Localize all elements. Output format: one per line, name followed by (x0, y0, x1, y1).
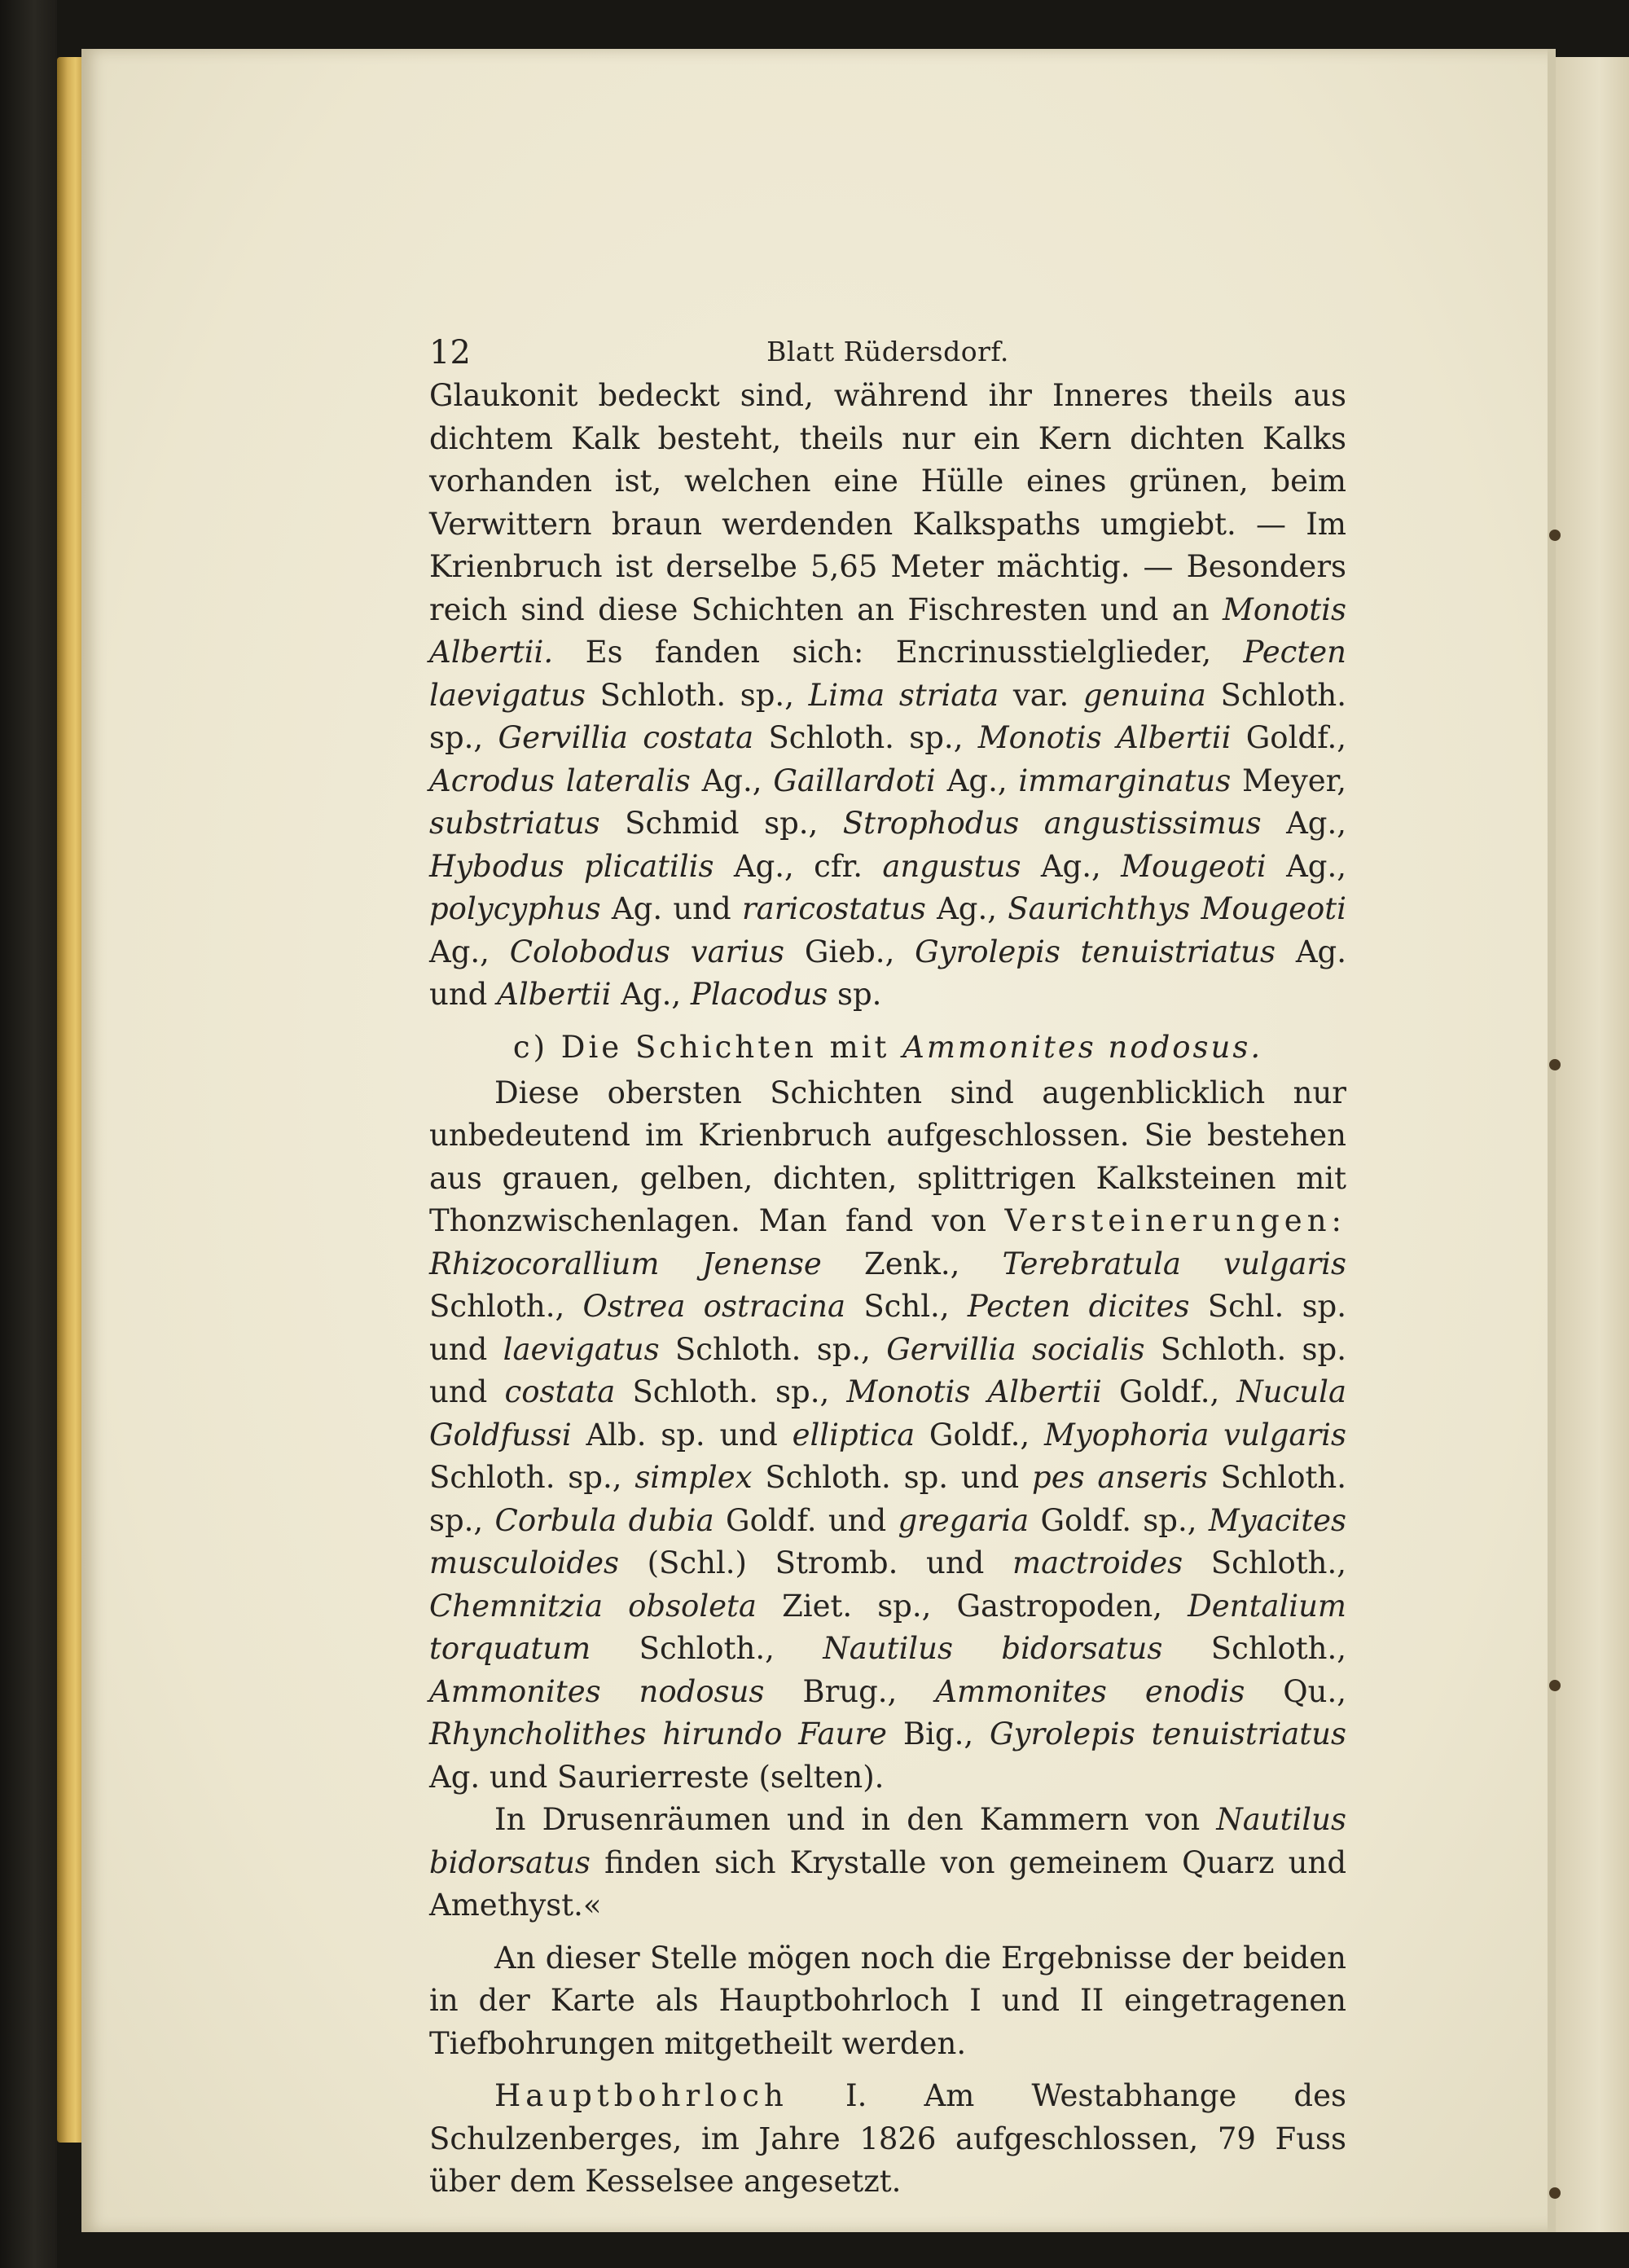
paragraph-hauptbohrloch: Hauptbohrloch I. Am Westabhange des Schulzenberges, im Jahre 1826 aufgeschlossen, 79 Fuss über dem Kesselsee angesetzt. (429, 2078, 1346, 2199)
facing-page-edge (1556, 57, 1629, 2232)
running-title: Blatt Rüdersdorf. (766, 336, 1009, 367)
section-heading: c) Die Schichten mit Ammonites nodosus. (512, 1029, 1263, 1065)
binding-thread-mark (1549, 1680, 1561, 1691)
page-gutter (1548, 49, 1556, 2232)
binding-thread-mark (1549, 1059, 1561, 1070)
page-text (429, 326, 1346, 2204)
binding-thread-mark (1549, 530, 1561, 541)
binding-thread-mark (1549, 2187, 1561, 2199)
running-head (429, 326, 1346, 375)
paragraph-ergebnisse: An dieser Stelle mögen noch die Ergebnisse der beiden in der Karte als Hauptbohrloch I und II eingetragenen Tiefbohrungen mitgetheilt werden. (429, 1940, 1346, 2061)
paragraph-oberste-schichten: Diese obersten Schichten sind augenblicklich nur unbedeutend im Krienbruch aufgeschlossen. Sie bestehen aus grauen, gelben, dichten, splittrigen Kalksteinen mit Thonzwischenlagen. Man fand von Versteinerungen: Rhizocorallium Jenense Zenk., Terebratula vulgaris Schloth., Ostrea ostracina Schl., Pecten dicites Schl. sp. und laevigatus Schloth. sp., Gervillia socialis Schloth. sp. und costata Schloth. sp., Monotis Albertii Goldf., Nucula Goldfussi Alb. sp. und elliptica Goldf., Myophoria vulgaris Schloth. sp., simplex Schloth. sp. und pes anseris Schloth. sp., Corbula dubia Goldf. und gregaria Goldf. sp., Myacites musculoides (Schl.) Stromb. und mactroides Schloth., Chemnitzia obsoleta Ziet. sp., Gastropoden, Dentalium torquatum Schloth., Nautilus bidorsatus Schloth., Ammonites nodosus Brug., Ammonites enodis Qu., Rhyncholithes hirundo Faure Big., Gyrolepis tenuistriatus Ag. und Saurierreste (selten). (429, 1075, 1347, 1795)
page-number: 12 (429, 334, 471, 371)
paragraph-glaukonit: Glaukonit bedeckt sind, während ihr Inneres theils aus dichtem Kalk besteht, theils nur ein Kern dichten Kalks vorhanden ist, welchen eine Hülle eines grünen, beim Verwittern braun werdenden Kalkspaths umgiebt. — Im Krienbruch ist derselbe 5,65 Meter mächtig. — Besonders reich sind diese Schichten an Fischresten und an Monotis Albertii. Es fanden sich: Encrinusstielglieder, Pecten laevigatus Schloth. sp., Lima striata var. genuina Schloth. sp., Gervillia costata Schloth. sp., Monotis Albertii Goldf., Acrodus lateralis Ag., Gaillardoti Ag., immarginatus Meyer, substriatus Schmid sp., Strophodus angustissimus Ag., Hybodus plicatilis Ag., cfr. angustus Ag., Mougeoti Ag., polycyphus Ag. und raricostatus Ag., Saurichthys Mougeoti Ag., Colobodus varius Gieb., Gyrolepis tenuistriatus Ag. und Albertii Ag., Placodus sp. (429, 378, 1347, 1012)
paragraph-drusenraeume: In Drusenräumen und in den Kammern von Nautilus bidorsatus finden sich Krystalle von gemeinem Quarz und Amethyst.« (429, 1802, 1346, 1923)
book-cover-edge (0, 0, 57, 2268)
